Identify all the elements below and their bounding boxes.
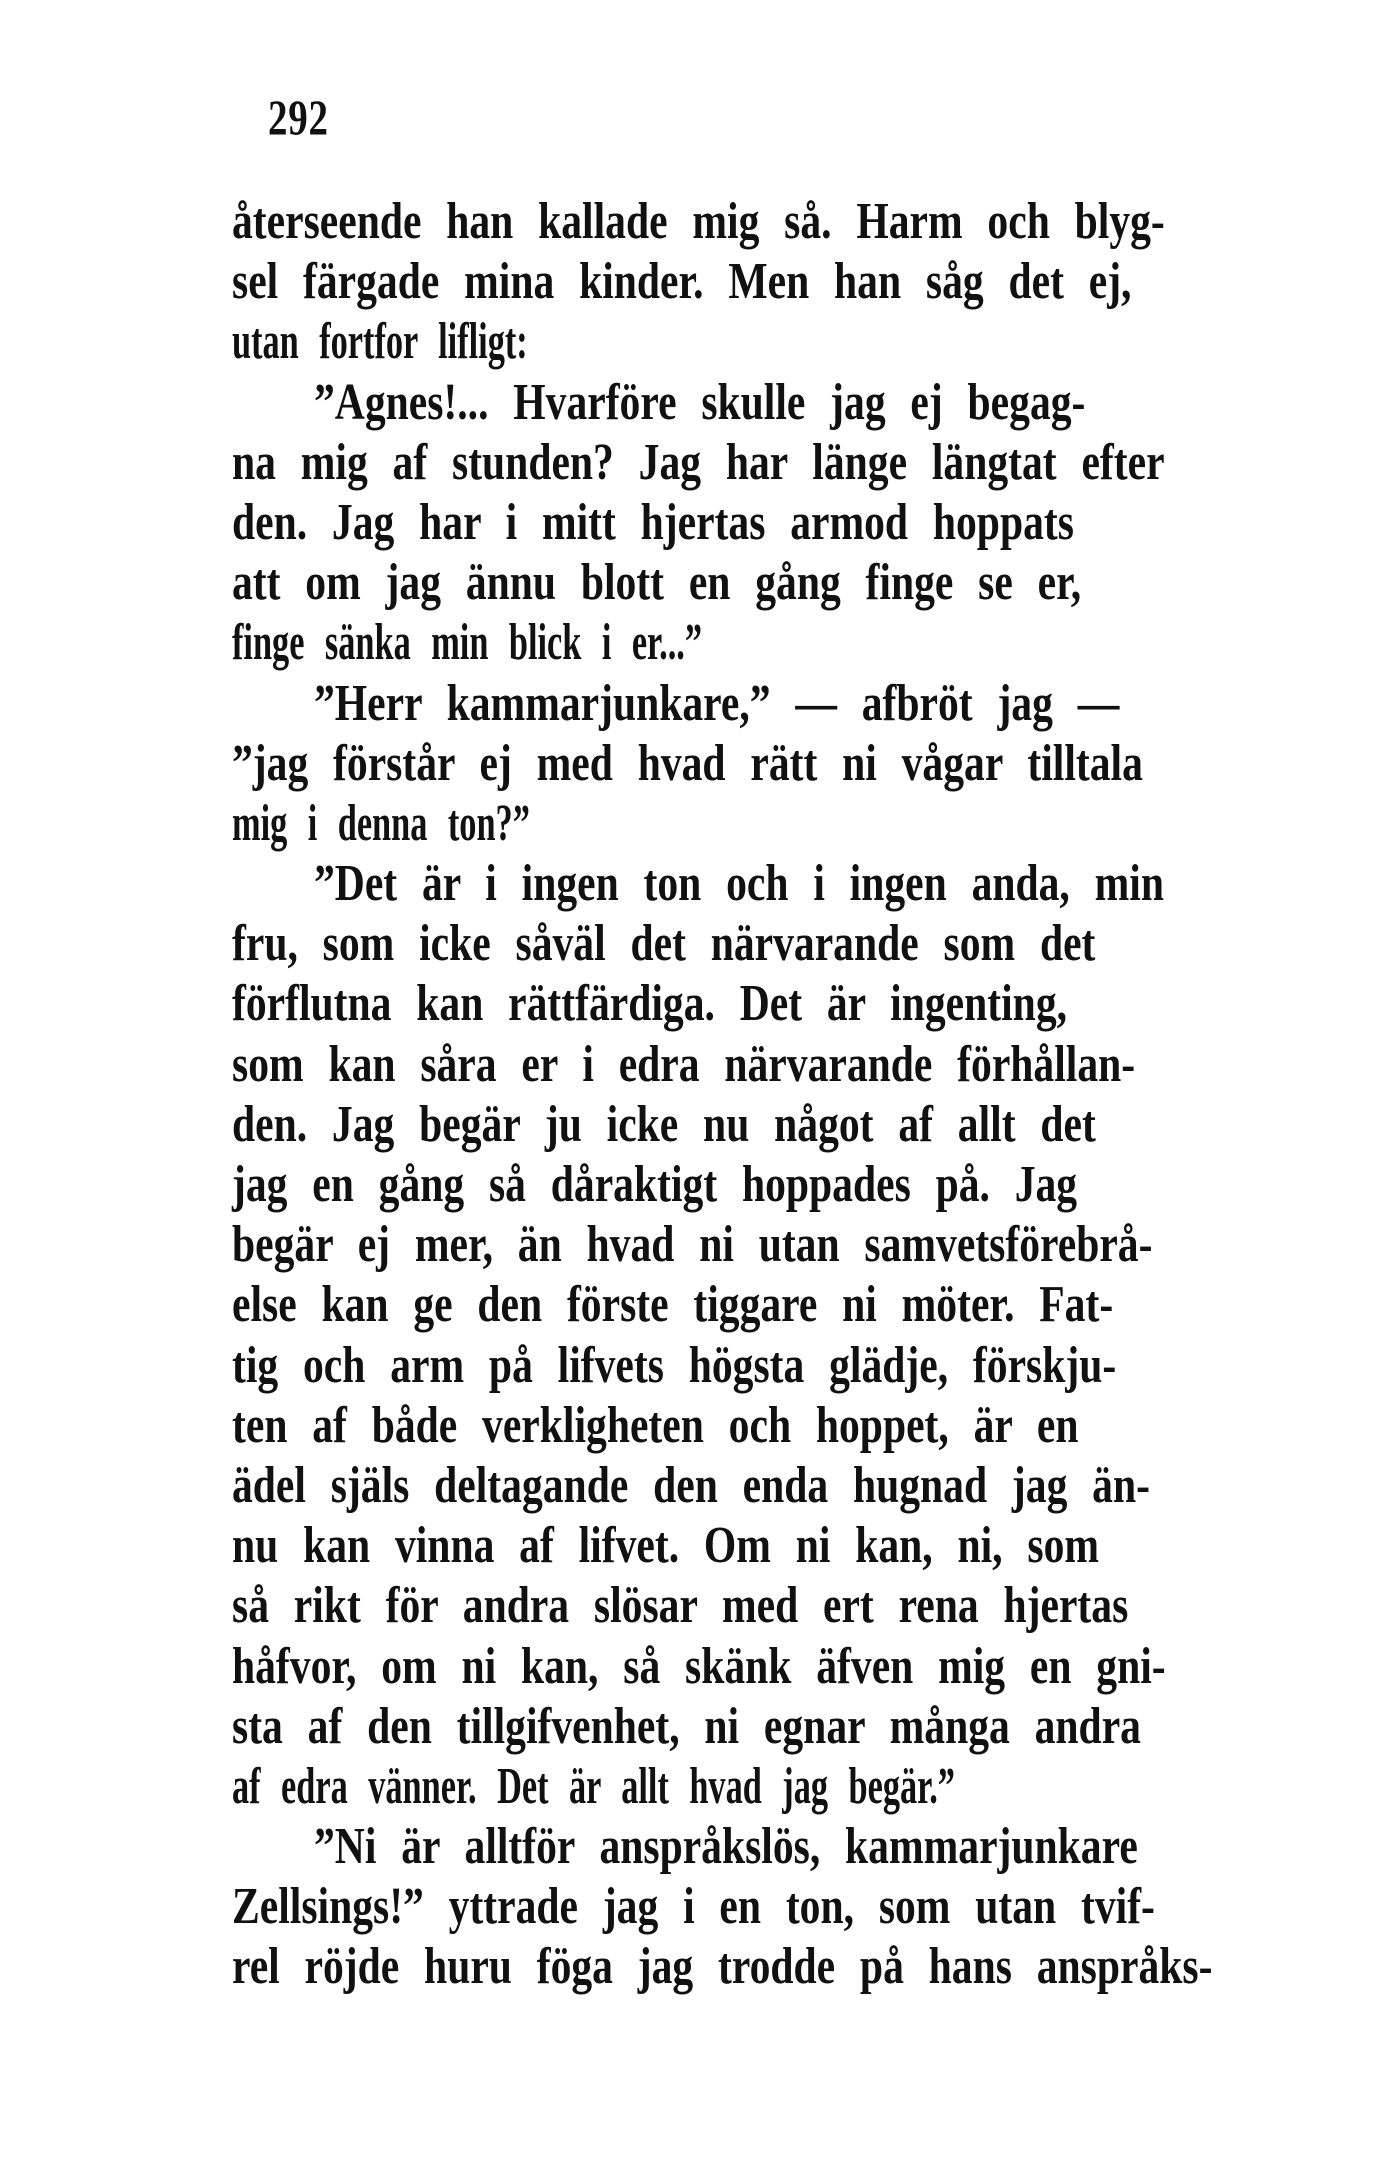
text-line [232,914,1232,974]
text-line [232,312,1232,372]
text-line [232,1095,1232,1155]
text-line [232,734,1232,794]
text-line [232,1035,1232,1095]
text-line [232,433,1232,493]
text-line [232,1456,1232,1516]
text-line-content: rel röjde huru föga jag trodde på hans anspråks- [232,1938,1213,1996]
text-line [232,1396,1232,1456]
text-line-content: else kan ge den förste tiggare ni möter. Fat- [232,1276,1114,1334]
page-number: 292 [268,89,329,145]
text-line [232,1336,1232,1396]
text-line [232,1275,1232,1335]
text-line-content: den. Jag har i mitt hjertas armod hoppats [232,493,1074,551]
text-line-content: begär ej mer, än hvad ni utan samvetsförebrå- [232,1216,1153,1274]
text-line-content: sta af den tillgifvenhet, ni egnar många andra [232,1697,1141,1755]
text-line-content: som kan såra er i edra närvarande förhållan- [232,1035,1136,1093]
text-line [232,373,1232,433]
text-line-content: ”Agnes!... Hvarföre skulle jag ej begag- [314,373,1086,431]
text-line-content: utan fortfor lifligt: [232,313,528,371]
text-line [232,553,1232,613]
text-line-content: mig i denna ton?” [232,794,530,852]
text-line [232,1757,1232,1817]
text-line-content: återseende han kallade mig så. Harm och blyg- [232,193,1165,250]
text-line [232,1576,1232,1636]
text-line [232,1937,1232,1997]
body-text [232,192,1232,1998]
text-line [232,674,1232,734]
text-line [232,854,1232,914]
text-line-content: finge sänka min blick i er...” [232,614,703,672]
text-line-content: håfvor, om ni kan, så skänk äfven mig en gni- [232,1637,1166,1695]
text-line [232,1215,1232,1275]
text-line-content: ”Ni är alltför anspråkslös, kammarjunkare [314,1818,1138,1876]
text-line-content: na mig af stunden? Jag har länge längtat efter [232,433,1165,491]
text-line-content: ten af både verkligheten och hoppet, är en [232,1396,1079,1454]
text-line-content: förflutna kan rättfärdiga. Det är ingenting, [232,975,1068,1033]
text-line-content: jag en gång så dåraktigt hoppades på. Jag [232,1156,1078,1213]
text-line [232,192,1232,252]
text-line-content: så rikt för andra slösar med ert rena hjertas [232,1577,1129,1635]
text-line [232,1155,1232,1215]
text-line [232,1637,1232,1697]
text-line-content: af edra vänner. Det är allt hvad jag begär.” [232,1757,955,1815]
text-line [232,613,1232,673]
text-line-content: ”Herr kammarjunkare,” — afbröt jag — [314,674,1120,732]
text-line-content: tig och arm på lifvets högsta glädje, förskju- [232,1336,1117,1394]
text-line [232,1817,1232,1877]
text-line [232,493,1232,553]
text-line [232,974,1232,1034]
text-line [232,252,1232,312]
text-line-content: Zellsings!” yttrade jag i en ton, som utan tvif- [232,1878,1155,1936]
text-line-content: nu kan vinna af lifvet. Om ni kan, ni, som [232,1517,1100,1575]
text-line-content: ”Det är i ingen ton och i ingen anda, min [314,855,1164,913]
text-line-content: sel färgade mina kinder. Men han såg det ej, [232,253,1132,311]
text-line-content: den. Jag begär ju icke nu något af allt det [232,1095,1096,1153]
text-line-content: ädel själs deltagande den enda hugnad jag än- [232,1456,1150,1514]
text-line [232,1877,1232,1937]
text-line-content: att om jag ännu blott en gång finge se er, [232,554,1082,612]
text-line-content: ”jag förstår ej med hvad rätt ni vågar tilltala [232,734,1143,792]
text-line [232,794,1232,854]
text-line [232,1516,1232,1576]
text-line-content: fru, som icke såväl det närvarande som det [232,915,1096,973]
text-line [232,1697,1232,1757]
